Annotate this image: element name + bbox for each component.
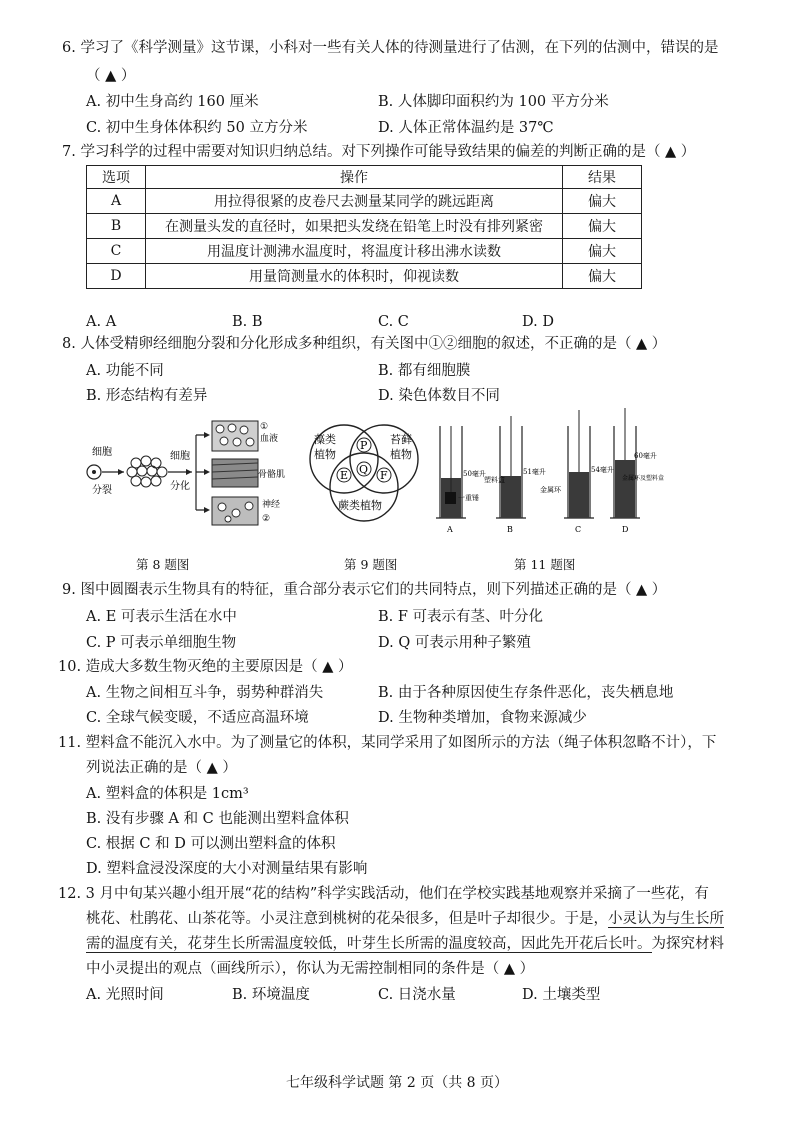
q7-option-a: A. A [86, 314, 117, 330]
q11-option-b: B. 没有步骤 A 和 C 也能测出塑料盒体积 [86, 811, 349, 827]
q11-option-d: D. 塑料盒浸没深度的大小对测量结果有影响 [86, 861, 368, 877]
label-51ml: 51毫升 [523, 468, 546, 476]
q12-line2-text: 桃花、杜鹃花、山茶花等。小灵注意到桃树的花朵很多，但是叶子却很少。于是， [86, 911, 608, 927]
label-metal-ring: 金属环 [540, 486, 561, 494]
q9-option-c: C. P 可表示单细胞生物 [86, 635, 237, 651]
q10-option-a: A. 生物之间相互斗争，弱势种群消失 [86, 685, 324, 701]
q6-option-b: B. 人体脚印面积约为 100 平方分米 [378, 94, 609, 110]
q6-option-c: C. 初中生身体体积约 50 立方分米 [86, 120, 308, 136]
label-circle-1: ① [260, 422, 269, 432]
q8-option-d: D. 染色体数目不同 [378, 388, 500, 404]
q12-option-a: A. 光照时间 [86, 987, 164, 1003]
table-cell: B [87, 214, 146, 239]
label-weight: 一重锤 [458, 494, 479, 502]
q12-line3-text: 为探究材料 [651, 936, 724, 952]
label-q: Q [359, 463, 369, 476]
q9-option-b: B. F 可表示有茎、叶分化 [378, 609, 544, 625]
q9-stem: 9. 图中圆圈表示生物具有的特征，重合部分表示它们的共同特点，则下列描述正确的是（ ▲ ） [62, 582, 667, 598]
table-cell: 用量筒测量水的体积时，仰视读数 [146, 264, 563, 289]
label-fern: 蕨类植物 [338, 499, 382, 512]
label-cell-division-1: 细胞 [92, 447, 112, 458]
label-nerve: 神经 [262, 500, 281, 510]
q7-table [86, 165, 642, 289]
label-b: B [507, 525, 513, 534]
q9-option-d: D. Q 可表示用种子繁殖 [378, 635, 531, 651]
q10-option-c: C. 全球气候变暖，不适应高温环境 [86, 710, 309, 726]
table-cell: 用温度计测沸水温度时，将温度计移出沸水读数 [146, 239, 563, 264]
q8-option-b: B. 都有细胞膜 [378, 363, 471, 379]
q12-option-c: C. 日浇水量 [378, 987, 456, 1003]
label-algae-2: 植物 [314, 448, 336, 461]
q11-option-a: A. 塑料盒的体积是 1cm³ [86, 786, 249, 802]
label-algae-1: 藻类 [314, 433, 336, 446]
q11-option-c: C. 根据 C 和 D 可以测出塑料盒的体积 [86, 836, 336, 852]
q7-stem: 7. 学习科学的过程中需要对知识归纳总结。对下列操作可能导致结果的偏差的判断正确的是（ ▲ ） [62, 144, 696, 160]
q11-stem-line2: 列说法正确的是（ ▲ ） [86, 760, 237, 776]
q12-line2 [86, 909, 724, 929]
table-cell: 偏大 [563, 189, 642, 214]
label-moss-2: 植物 [390, 448, 412, 461]
table-row [87, 239, 642, 264]
q8-option-c: B. 形态结构有差异 [86, 388, 208, 404]
q7-header-operation: 操作 [146, 166, 563, 189]
q7-option-d: D. D [522, 314, 554, 330]
q12-line1: 12. 3 月中旬某兴趣小组开展“花的结构”科学实践活动，他们在学校实践基地观察并采摘了一些花，有 [58, 886, 709, 902]
table-cell: 用拉得很紧的皮卷尺去测量某同学的跳远距离 [146, 189, 563, 214]
label-d: D [622, 525, 629, 534]
q12-line3 [86, 934, 724, 954]
q8-stem: 8. 人体受精卵经细胞分裂和分化形成多种组织，有关图中①②细胞的叙述，不正确的是（ ▲ ） [62, 336, 667, 352]
q12-line2-underlined: 小灵认为与生长所 [608, 911, 724, 927]
label-metal-ring-box: 金属环及塑料盒 [622, 475, 665, 482]
q12-line4: 中小灵提出的观点（画线所示），你认为无需控制相同的条件是（ ▲ ） [86, 961, 535, 977]
q6-option-d: D. 人体正常体温约是 37℃ [378, 120, 554, 136]
label-c: C [575, 525, 582, 534]
q7-header-result: 结果 [563, 166, 642, 189]
label-a: A [447, 525, 453, 534]
q10-stem: 10. 造成大多数生物灭绝的主要原因是（ ▲ ） [58, 659, 353, 675]
label-f: F [380, 469, 388, 482]
label-cell-diff-2: 分化 [170, 481, 190, 492]
q12-line3-underlined: 需的温度有关，花芽生长所需温度较低，叶芽生长所需的温度较高，因此先开花后长叶。 [86, 936, 652, 952]
label-p: P [360, 439, 368, 452]
label-circle-2: ② [262, 514, 271, 524]
table-cell: A [87, 189, 146, 214]
q7-option-b: B. B [232, 314, 263, 330]
q7-option-c: C. C [378, 314, 409, 330]
q9-option-a: A. E 可表示生活在水中 [86, 609, 237, 625]
q11-stem-line1: 11. 塑料盒不能沉入水中。为了测量它的体积，某同学采用了如图所示的方法（绳子体积忽略不计），下 [58, 735, 717, 751]
q12-option-d: D. 土壤类型 [522, 987, 601, 1003]
label-60ml: 60毫升 [634, 452, 657, 460]
q8-option-a: A. 功能不同 [86, 363, 164, 379]
q10-option-d: D. 生物种类增加，食物来源减少 [378, 710, 587, 726]
table-cell: 偏大 [563, 239, 642, 264]
figure-8-caption: 第 8 题图 [136, 557, 190, 572]
table-cell: D [87, 264, 146, 289]
figure-11-caption: 第 11 题图 [514, 557, 576, 572]
table-cell: C [87, 239, 146, 264]
label-moss-1: 苔藓 [390, 433, 412, 446]
label-plastic-box: 塑料盒 [484, 476, 505, 484]
table-row [87, 189, 642, 214]
table-row [87, 264, 642, 289]
q6-bracket: （ ▲ ） [86, 68, 136, 84]
figure-9-caption: 第 9 题图 [344, 557, 398, 572]
figure-8-cell-differentiation [84, 415, 290, 530]
table-cell: 在测量头发的直径时，如果把头发绕在铅笔上时没有排列紧密 [146, 214, 563, 239]
table-cell: 偏大 [563, 214, 642, 239]
table-row [87, 214, 642, 239]
label-blood: 血液 [260, 434, 279, 444]
label-skeletal-muscle: 骨骼肌 [258, 470, 286, 480]
figure-11-graduated-cylinders [436, 406, 668, 540]
q7-header-option: 选项 [87, 166, 146, 189]
label-cell-division-2: 分裂 [92, 485, 112, 496]
q10-option-b: B. 由于各种原因使生存条件恶化，丧失栖息地 [378, 685, 674, 701]
label-e: E [340, 469, 349, 482]
figure-9-venn-diagram [300, 415, 430, 525]
page-footer: 七年级科学试题 第 2 页（共 8 页） [285, 1075, 509, 1091]
q6-stem: 6. 学习了《科学测量》这节课，小科对一些有关人体的待测量进行了估测，在下列的估测中，错误的是 [62, 40, 719, 56]
label-50ml: 50毫升 [463, 470, 486, 478]
q6-option-a: A. 初中生身高约 160 厘米 [86, 94, 259, 110]
q12-option-b: B. 环境温度 [232, 987, 310, 1003]
label-cell-diff-1: 细胞 [170, 451, 190, 462]
table-cell: 偏大 [563, 264, 642, 289]
label-54ml: 54毫升 [591, 466, 614, 474]
